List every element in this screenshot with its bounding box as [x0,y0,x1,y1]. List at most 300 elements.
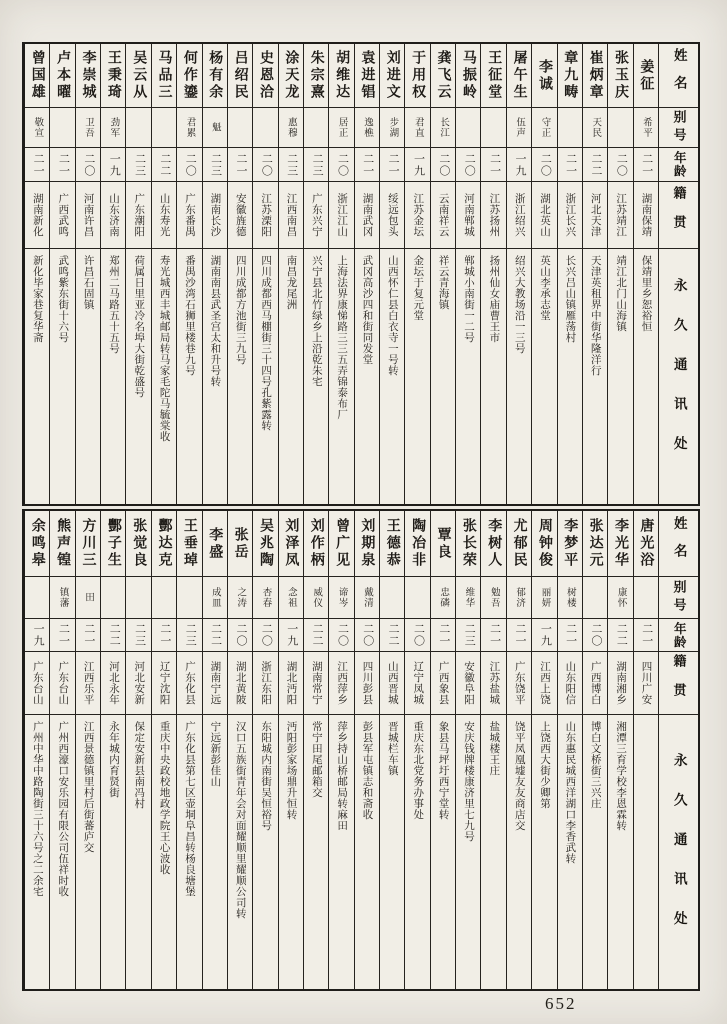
alias-text: 魁 [209,122,220,133]
person-column [227,511,252,989]
native-cell [380,182,404,249]
person-column [531,511,556,989]
name-text: 覃良 [435,526,451,561]
native-cell [532,182,556,249]
alias-text: 念祖 [285,587,296,608]
address-text: 湘潭三育学校李恩霖转 [615,721,627,831]
alias-cell [203,577,227,619]
alias-text: 树楼 [564,587,575,608]
native-text: 广东兴宁 [310,193,322,237]
address-text: 四川成都西马棚街三十四号孔紫露转 [260,255,272,431]
native-cell [253,652,277,715]
address-text: 宁远新彭佳山 [209,721,221,787]
age-text: 二〇 [260,623,273,647]
alias-text: 君直 [412,117,423,138]
name-text: 袁进锠 [359,50,375,101]
native-cell [608,652,632,715]
alias-text: 居正 [336,117,347,138]
native-cell [405,652,429,715]
address-cell [355,715,379,989]
name-text: 龚飞云 [435,50,451,101]
native-cell [355,652,379,715]
alias-cell [279,577,303,619]
alias-text: 谛岑 [336,587,347,608]
native-text: 河南许昌 [82,193,94,237]
address-cell [203,715,227,989]
age-cell [76,148,100,182]
age-cell [329,148,353,182]
address-cell [152,249,176,504]
alias-cell [583,108,607,148]
native-text: 广东台山 [57,661,69,705]
address-text: 扬州仙女庙曹王市 [488,255,500,343]
address-text: 博白文桥街三兴庄 [589,721,601,809]
name-cell [25,44,49,108]
age-text: 二一 [488,623,501,647]
person-column [354,44,379,504]
age-text: 二〇 [615,152,628,177]
name-cell [304,511,328,577]
alias-cell [481,108,505,148]
address-cell [532,249,556,504]
name-cell [279,511,303,577]
native-text: 山东济南 [107,193,119,237]
age-cell [253,148,277,182]
address-text: 象县马坪圩西宁堂转 [437,721,449,820]
alias-cell [431,108,455,148]
address-cell [228,715,252,989]
alias-cell [126,577,150,619]
header-label-name: 姓名 [671,48,687,103]
age-text: 二三 [133,623,146,647]
native-text: 浙江绍兴 [513,193,525,237]
person-column [379,511,404,989]
alias-text: 镇藩 [57,587,68,608]
alias-text: 康怀 [615,587,626,608]
name-cell [203,511,227,577]
alias-cell [355,577,379,619]
alias-text: 敬宣 [32,117,43,138]
alias-text: 丽妍 [539,587,550,608]
age-cell [431,619,455,652]
person-column [49,511,74,989]
native-cell [279,652,303,715]
address-cell [405,249,429,504]
alias-cell [50,108,74,148]
age-text: 二一 [488,152,501,177]
native-text: 河北安新 [133,661,145,705]
age-cell [481,619,505,652]
name-cell [279,44,303,108]
name-text: 刘进文 [384,50,400,101]
native-cell [279,182,303,249]
person-column [430,44,455,504]
age-text: 二一 [437,623,450,647]
address-text: 郑州二马路五十五号 [107,255,119,354]
header-label-name: 姓名 [671,516,687,571]
name-cell [152,44,176,108]
name-cell [507,511,531,577]
native-cell [25,652,49,715]
address-text: 四川成都方池街三九号 [234,255,246,365]
address-text: 常宁田尾邮箱交 [310,721,322,798]
address-text: 广东化县第七区壶垌阜昌转杨良塘堡 [184,721,196,897]
person-column [125,44,150,504]
native-text: 浙江长兴 [564,193,576,237]
alias-cell [25,108,49,148]
age-text: 一九 [539,623,552,647]
name-cell [380,511,404,577]
address-cell [634,249,658,504]
age-cell [203,619,227,652]
alias-text: 逸樵 [361,117,372,138]
age-text: 二二 [615,623,628,647]
alias-cell [634,577,658,619]
address-cell [431,249,455,504]
native-text: 辽宁沈阳 [158,661,170,705]
name-text: 王垂琸 [181,518,197,569]
name-cell [152,511,176,577]
age-cell [126,148,150,182]
address-text: 重庆中央政校地政学院王心波收 [158,721,170,875]
name-text: 酆子生 [105,518,121,569]
alias-cell [532,108,556,148]
alias-cell [253,108,277,148]
name-cell [558,44,582,108]
person-column [100,44,125,504]
person-column [303,511,328,989]
native-text: 湖南保靖 [640,193,652,237]
name-text: 史恩洽 [257,50,273,101]
alias-text: 勉吾 [488,587,499,608]
alias-text: 伍声 [514,117,525,138]
address-cell [25,249,49,504]
alias-text: 忠磷 [438,587,449,608]
native-text: 广东潮阳 [133,193,145,237]
address-text: 寿光城西丰城邮局转马家毛陀马毓棠收 [158,255,170,442]
name-text: 于用权 [410,50,426,101]
alias-text: 之涛 [235,587,246,608]
age-text: 二〇 [437,152,450,177]
person-column [582,511,607,989]
address-cell [101,715,125,989]
alias-cell [558,577,582,619]
address-cell [456,249,480,504]
person-column [582,44,607,504]
person-column [252,511,277,989]
age-text: 二一 [564,623,577,647]
name-text: 杨有余 [207,50,223,101]
header-cell-address [659,715,698,989]
age-cell [329,619,353,652]
name-text: 李崇城 [80,50,96,101]
alias-cell [481,577,505,619]
native-text: 湖北沔阳 [285,661,297,705]
age-text: 二二 [387,623,400,647]
native-cell [76,182,100,249]
address-cell [279,715,303,989]
native-text: 广西象县 [437,661,449,705]
age-cell [558,619,582,652]
native-cell [50,652,74,715]
address-cell [76,249,100,504]
name-cell [355,44,379,108]
name-cell [405,511,429,577]
native-cell [481,652,505,715]
address-cell [608,715,632,989]
header-label-address: 永久通讯处 [671,277,687,476]
alias-cell [329,108,353,148]
name-text: 张达元 [587,518,603,569]
name-cell [329,511,353,577]
age-cell [228,619,252,652]
address-cell [329,249,353,504]
alias-text: 劲军 [108,117,119,138]
age-cell [25,148,49,182]
native-cell [634,182,658,249]
person-column [404,511,429,989]
name-cell [481,44,505,108]
name-cell [634,44,658,108]
person-column [75,511,100,989]
age-text: 二一 [57,152,70,177]
age-cell [583,148,607,182]
alias-cell [177,108,201,148]
address-cell [507,249,531,504]
alias-cell [304,577,328,619]
person-column [607,44,632,504]
native-text: 浙江江山 [336,193,348,237]
person-column [633,511,658,989]
native-text: 江苏金坛 [412,193,424,237]
address-cell [177,715,201,989]
directory-table-bottom [22,509,700,991]
address-text: 武鸣紫东街十六号 [57,255,69,343]
native-text: 湖南长沙 [209,193,221,237]
age-cell [355,148,379,182]
age-cell [101,148,125,182]
address-text: 南昌龙尾洲 [285,255,297,310]
native-text: 湖南武冈 [361,193,373,237]
alias-cell [76,577,100,619]
address-text: 广州西濠口安乐园有限公司伍祥时收 [57,721,69,897]
name-text: 朱宗熹 [308,50,324,101]
age-cell [558,148,582,182]
person-column [176,511,201,989]
age-text: 二〇 [336,152,349,177]
native-cell [431,652,455,715]
address-cell [380,249,404,504]
name-text: 何作鎏 [181,50,197,101]
alias-text: 天民 [590,117,601,138]
name-cell [608,511,632,577]
name-text: 王秉琦 [105,50,121,101]
name-cell [456,511,480,577]
address-text: 武冈高沙四和街同发堂 [361,255,373,365]
age-text: 二一 [361,152,374,177]
name-cell [228,44,252,108]
native-cell [532,652,556,715]
name-text: 李梦平 [562,518,578,569]
name-cell [76,44,100,108]
address-cell [532,715,556,989]
age-cell [25,619,49,652]
name-cell [101,511,125,577]
age-text: 一九 [32,623,45,647]
alias-cell [380,577,404,619]
name-cell [203,44,227,108]
address-text: 沔阳彭家场鼎升恒转 [285,721,297,820]
address-text: 英山李承志堂 [539,255,551,321]
age-text: 二二 [108,623,121,647]
native-text: 安徽阜阳 [462,661,474,705]
name-text: 涂天龙 [283,50,299,101]
name-text: 刘泽凤 [283,518,299,569]
address-text: 新化毕家巷复华斋 [31,255,43,343]
name-text: 崔炳章 [587,50,603,101]
name-cell [431,511,455,577]
address-text: 山西怀仁县白衣寺一号转 [386,255,398,376]
name-cell [228,511,252,577]
address-text: 盐城楼王庄 [488,721,500,776]
native-cell [304,652,328,715]
address-cell [329,715,353,989]
alias-cell [177,577,201,619]
age-cell [608,148,632,182]
name-cell [253,511,277,577]
age-cell [456,148,480,182]
name-cell [507,44,531,108]
alias-text: 步湖 [387,117,398,138]
alias-cell [329,577,353,619]
native-cell [101,652,125,715]
age-text: 二三 [184,623,197,647]
age-text: 二一 [82,623,95,647]
name-text: 刘期泉 [359,518,375,569]
address-cell [76,715,100,989]
person-column [379,44,404,504]
alias-cell [126,108,150,148]
name-cell [634,511,658,577]
age-text: 二三 [285,152,298,177]
age-text: 一九 [513,152,526,177]
native-text: 绥远包头 [386,193,398,237]
age-text: 二〇 [412,623,425,647]
address-cell [152,715,176,989]
address-cell [50,715,74,989]
age-cell [279,619,303,652]
address-cell [101,249,125,504]
name-cell [583,511,607,577]
native-text: 江西南昌 [285,193,297,237]
alias-text: 戴清 [361,587,372,608]
alias-text: 希平 [640,117,651,138]
age-text: 二二 [311,623,324,647]
name-text: 熊声锽 [55,518,71,569]
age-text: 二〇 [590,623,603,647]
name-cell [329,44,353,108]
name-text: 马振岭 [460,50,476,101]
name-cell [405,44,429,108]
header-cell-alias [659,577,698,619]
native-cell [177,652,201,715]
header-cell-age [659,619,698,652]
address-cell [279,249,303,504]
native-text: 广西博白 [589,661,601,705]
age-cell [304,148,328,182]
age-cell [380,148,404,182]
person-column [278,511,303,989]
address-cell [25,715,49,989]
name-text: 吴云从 [131,50,147,101]
age-text: 二三 [463,623,476,647]
address-cell [558,249,582,504]
alias-text: 守正 [539,117,550,138]
name-cell [380,44,404,108]
name-cell [126,511,150,577]
address-cell [558,715,582,989]
person-column [151,44,176,504]
name-cell [126,44,150,108]
native-text: 云南祥云 [437,193,449,237]
age-cell [304,619,328,652]
age-cell [126,619,150,652]
address-text: 郸城小南街一二号 [462,255,474,343]
alias-text: 维华 [463,587,474,608]
age-cell [405,619,429,652]
age-cell [50,148,74,182]
address-cell [456,715,480,989]
age-text: 二〇 [82,152,95,177]
alias-cell [405,108,429,148]
age-text: 二一 [158,623,171,647]
native-cell [355,182,379,249]
native-cell [507,182,531,249]
alias-cell [558,108,582,148]
person-column [75,44,100,504]
alias-cell [608,577,632,619]
age-cell [507,148,531,182]
native-cell [228,182,252,249]
name-text: 王征堂 [486,50,502,101]
native-text: 江苏扬州 [488,193,500,237]
address-cell [634,715,658,989]
address-text: 安庆钱牌楼康济里七九号 [462,721,474,842]
native-text: 湖南新化 [31,193,43,237]
person-column [100,511,125,989]
age-text: 二一 [387,152,400,177]
address-cell [481,715,505,989]
person-column [480,44,505,504]
native-text: 广东台山 [31,661,43,705]
address-text: 金坛于复元堂 [412,255,424,321]
age-text: 二一 [32,152,45,177]
alias-cell [431,577,455,619]
address-text: 荷属日里亚冷名埠大街乾盛号 [133,255,145,398]
name-text: 吕绍民 [232,50,248,101]
native-text: 江苏溧阳 [260,193,272,237]
name-text: 尤郁民 [511,518,527,569]
age-cell [405,148,429,182]
address-cell [253,715,277,989]
alias-cell [25,577,49,619]
age-text: 二〇 [184,152,197,177]
native-text: 河北永年 [107,661,119,705]
native-text: 广东番禺 [184,193,196,237]
address-text: 祥云青海镇 [437,255,449,310]
age-cell [101,619,125,652]
person-column [557,511,582,989]
